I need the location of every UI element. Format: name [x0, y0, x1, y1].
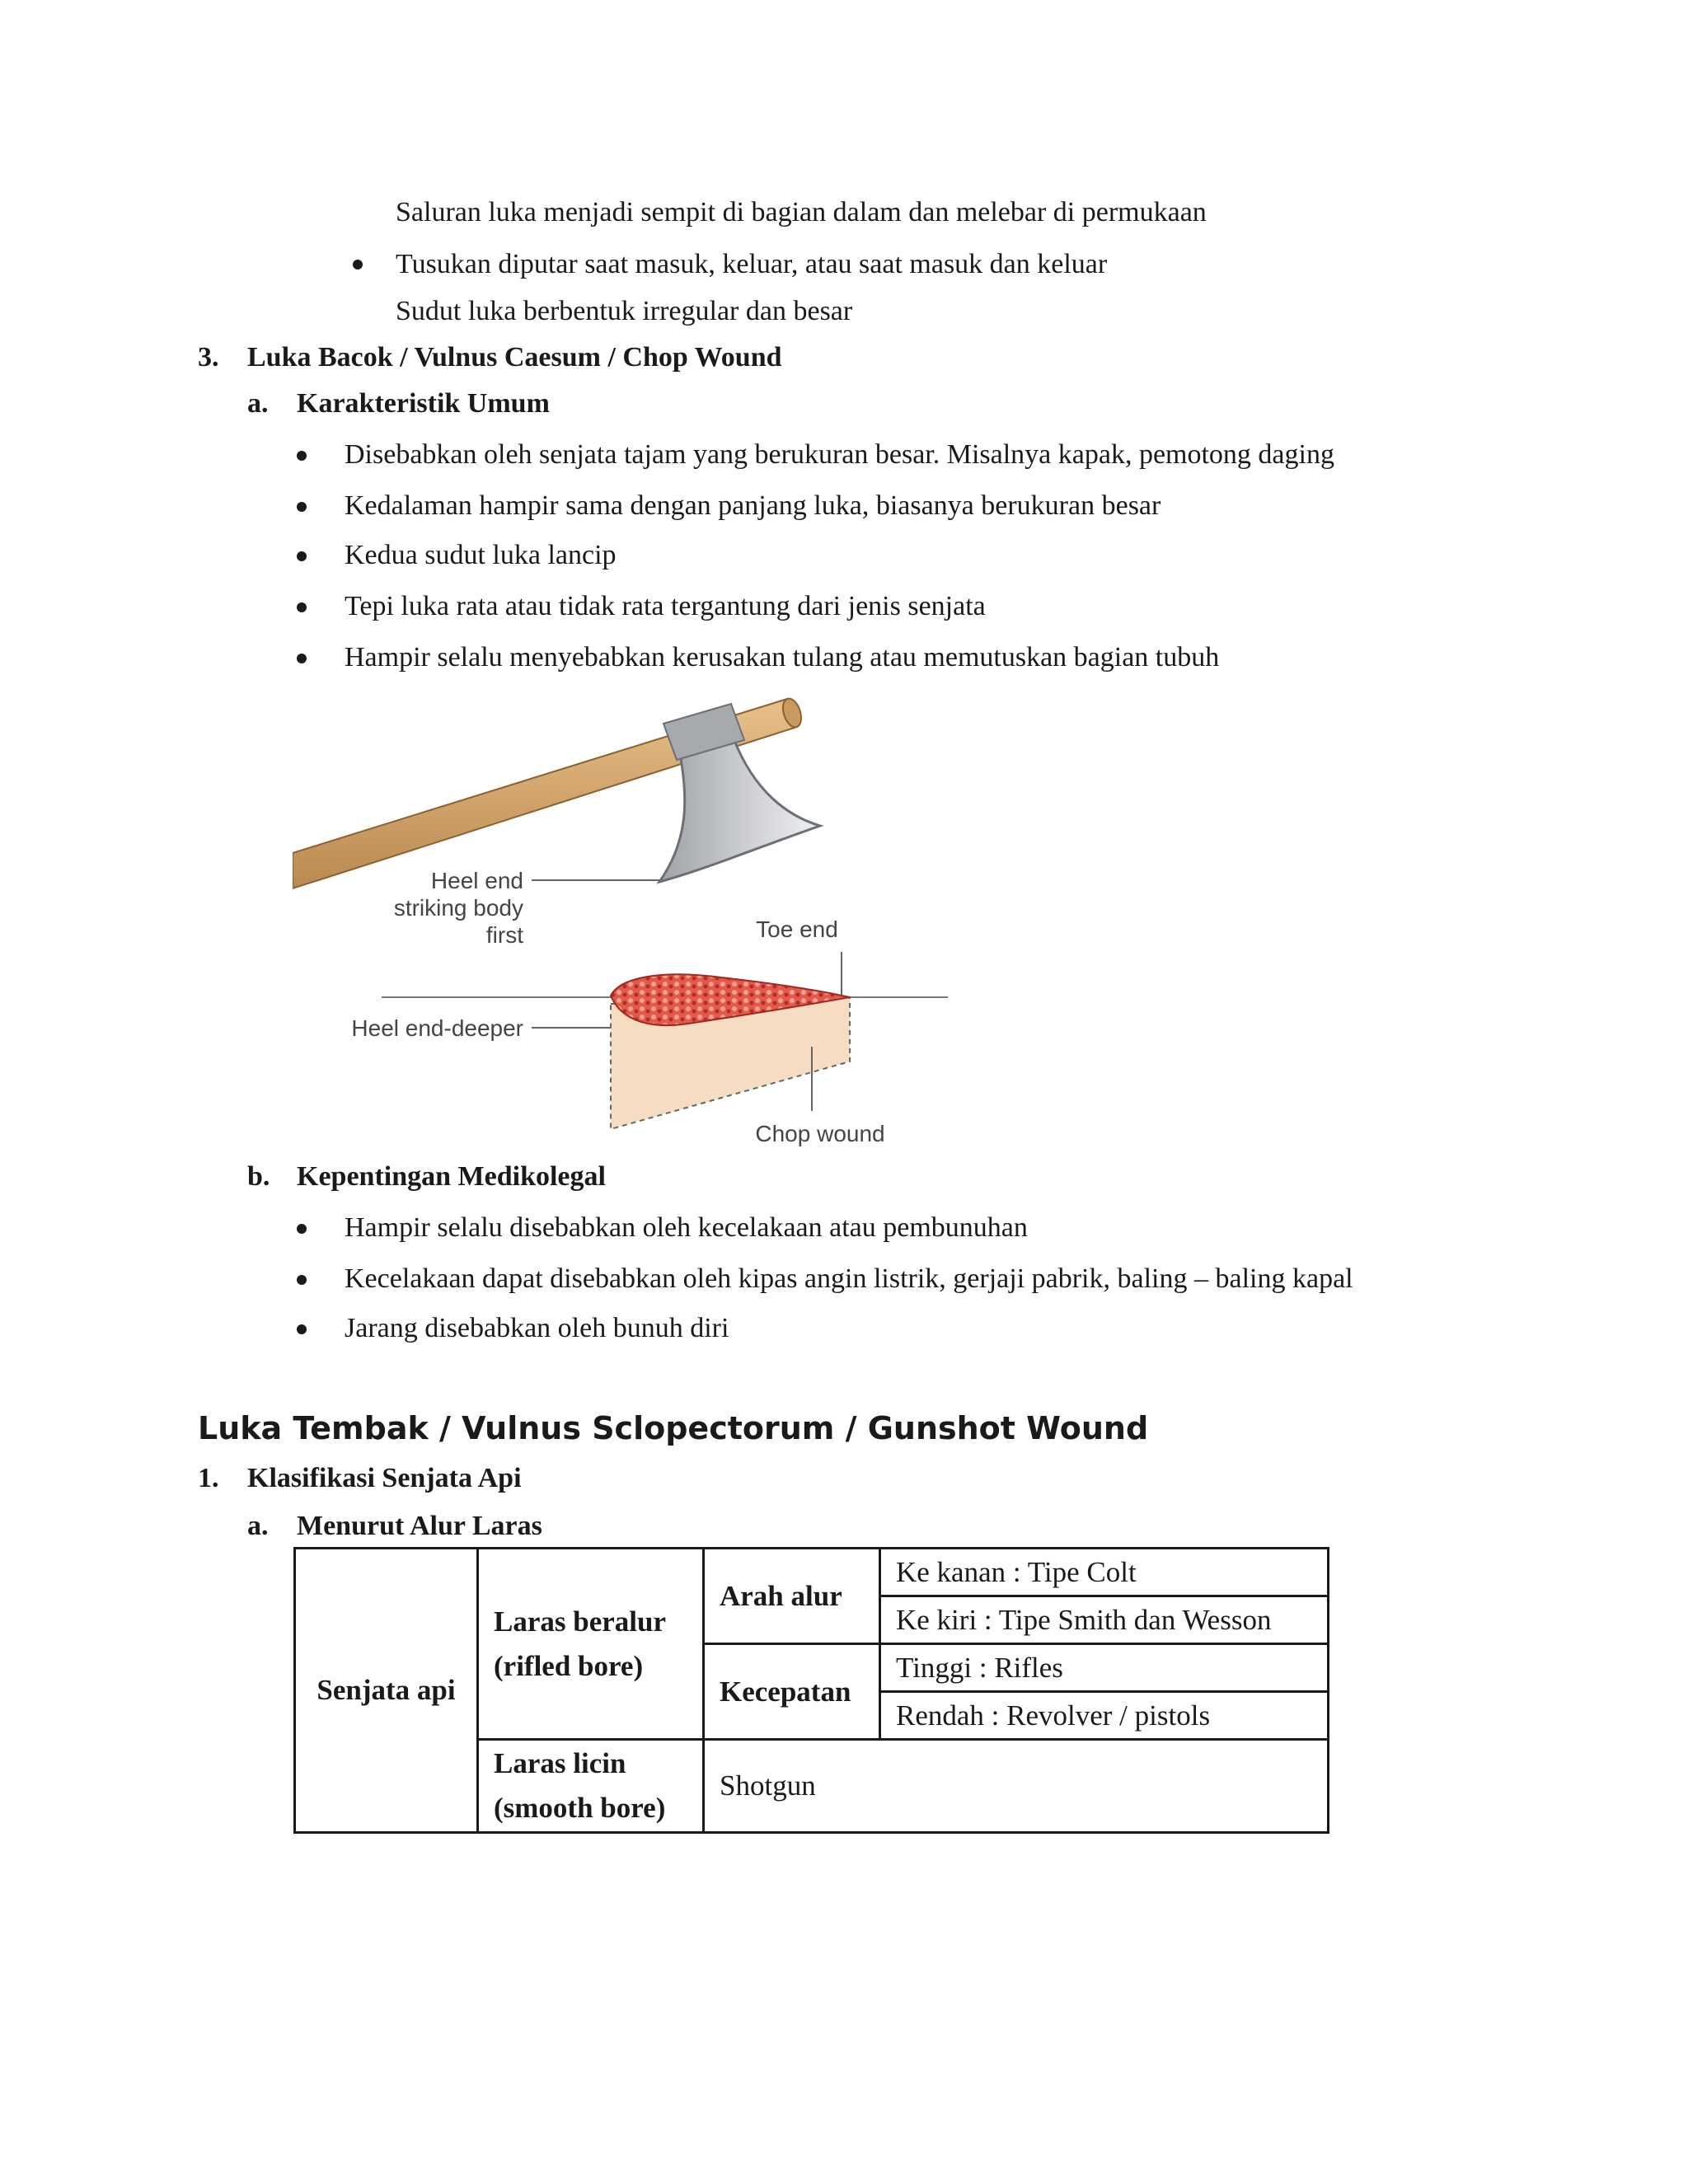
label-first: first [485, 922, 523, 948]
table-cell-kecepatan: Kecepatan [704, 1644, 880, 1740]
list-item: Hampir selalu disebabkan oleh kecelakaan atau pembunuhan [345, 1212, 1028, 1243]
intro-line-3: Sudut luka berbentuk irregular dan besar [396, 296, 853, 326]
label-heel-end: Heel end [430, 868, 523, 893]
subsection-title: Menurut Alur Laras [297, 1511, 542, 1541]
table-cell-kec-2: Rendah : Revolver / pistols [880, 1692, 1329, 1740]
bullet-icon [297, 451, 307, 461]
list-item: Kedalaman hampir sama dengan panjang luka, biasanya berukuran besar [345, 490, 1161, 521]
table-cell-smooth [478, 1740, 704, 1833]
subsection-title: Karakteristik Umum [297, 388, 550, 419]
section-title: Luka Bacok / Vulnus Caesum / Chop Wound [247, 342, 782, 373]
table-cell-root: Senjata api [295, 1549, 478, 1833]
chop-wound-figure [293, 684, 968, 1162]
list-item: Hampir selalu menyebabkan kerusakan tulang atau memutuskan bagian tubuh [345, 642, 1220, 673]
table-cell-shotgun: Shotgun [704, 1740, 1329, 1833]
bullet-icon [297, 602, 307, 612]
firearm-classification-table [293, 1547, 1329, 1834]
label-toe-end: Toe end [756, 916, 838, 942]
section-number: 1. [198, 1463, 219, 1493]
bullet-icon [297, 551, 307, 561]
table-cell-rifled [478, 1549, 704, 1740]
section-number: 3. [198, 342, 219, 373]
wound-block [611, 974, 850, 1129]
bullet-icon [297, 502, 307, 512]
section-heading: Luka Tembak / Vulnus Sclopectorum / Gunshot Wound [198, 1410, 1149, 1446]
label-striking-body: striking body [393, 895, 523, 921]
list-item: Tepi luka rata atau tidak rata tergantung dari jenis senjata [345, 591, 986, 621]
rifled-line-2: (rifled bore) [494, 1649, 644, 1682]
table-cell-arah-alur: Arah alur [704, 1549, 880, 1644]
list-item: Kedua sudut luka lancip [345, 540, 617, 570]
rifled-line-1: Laras beralur [494, 1605, 667, 1638]
subsection-title: Kepentingan Medikolegal [297, 1161, 606, 1192]
label-heel-end-deeper: Heel end-deeper [351, 1015, 523, 1041]
subsection-letter: b. [247, 1161, 270, 1192]
list-item: Disebabkan oleh senjata tajam yang berukuran besar. Misalnya kapak, pemotong daging [345, 439, 1334, 470]
table-cell-kec-1: Tinggi : Rifles [880, 1644, 1329, 1692]
table-cell-arah-2: Ke kiri : Tipe Smith dan Wesson [880, 1596, 1329, 1644]
bullet-icon [297, 1324, 307, 1334]
bullet-icon [297, 654, 307, 663]
intro-line-2: Tusukan diputar saat masuk, keluar, atau saat masuk dan keluar [396, 249, 1108, 279]
table-cell-arah-1: Ke kanan : Tipe Colt [880, 1549, 1329, 1596]
smooth-line-1: Laras licin [494, 1747, 626, 1779]
intro-line-1: Saluran luka menjadi sempit di bagian dalam dan melebar di permukaan [396, 197, 1207, 227]
smooth-line-2: (smooth bore) [494, 1792, 666, 1824]
section-title: Klasifikasi Senjata Api [247, 1463, 522, 1493]
list-item: Jarang disebabkan oleh bunuh diri [345, 1313, 729, 1343]
bullet-icon [297, 1275, 307, 1285]
axe-blade [659, 704, 820, 882]
bullet-icon [353, 260, 363, 269]
list-item: Kecelakaan dapat disebabkan oleh kipas angin listrik, gerjaji pabrik, baling – baling kapal [345, 1263, 1353, 1294]
bullet-icon [297, 1224, 307, 1234]
subsection-letter: a. [247, 1511, 269, 1541]
subsection-letter: a. [247, 388, 269, 419]
label-chop-wound: Chop wound [755, 1121, 885, 1146]
